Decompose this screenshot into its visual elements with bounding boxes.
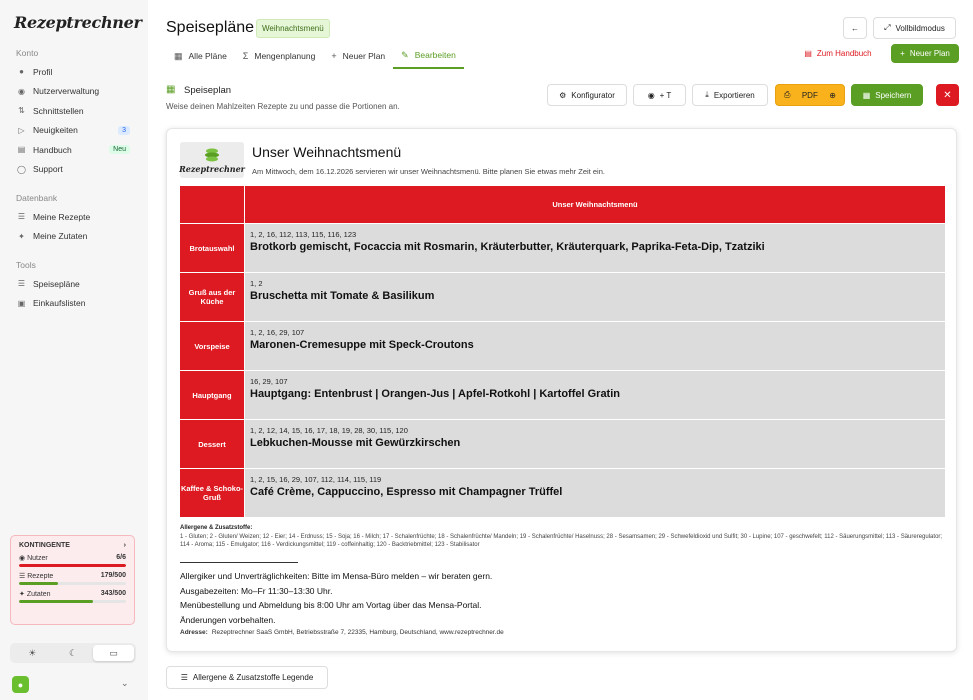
tab-label: Bearbeiten: [414, 50, 456, 60]
course-cell[interactable]: [245, 370, 945, 419]
tab-bearbeiten[interactable]: [393, 43, 464, 69]
sidebar-item-label: Nutzerverwaltung: [33, 86, 100, 97]
theme-switcher: [10, 643, 136, 663]
book-icon: ▤: [804, 49, 812, 58]
menu-preview: [166, 128, 957, 652]
allergen-codes: 1, 2, 16, 112, 113, 115, 116, 123: [250, 230, 357, 239]
section-title-konto: Konto: [16, 48, 39, 58]
course-name: Kaffee & Schoko-Gruß: [180, 468, 244, 517]
style-label: + T: [659, 90, 672, 100]
dish-name: Bruschetta mit Tomate & Basilikum: [250, 290, 435, 302]
quota-panel: [10, 535, 135, 625]
course-name: Gruß aus der Küche: [180, 272, 244, 321]
sidebar-item-label: Handbuch: [33, 144, 72, 155]
close-button[interactable]: [936, 84, 959, 106]
expand-icon: ⤢: [884, 23, 891, 32]
tab-bar: [166, 43, 464, 69]
note-line: Menübestellung und Abmeldung bis 8:00 Uhr am Vortag über das Mensa-Portal.: [180, 600, 482, 610]
tab-neuer-plan[interactable]: [323, 43, 393, 69]
quota-label-zutaten: [19, 590, 51, 598]
style-button[interactable]: [633, 84, 686, 106]
sidebar-item-speiseplaene[interactable]: [10, 274, 138, 294]
chevron-down-icon[interactable]: ⌄: [121, 678, 129, 688]
new-plan-label: Neuer Plan: [909, 49, 950, 58]
note-line: Ausgabezeiten: Mo–Fr 11:30–13:30 Uhr.: [180, 585, 333, 596]
divider: [180, 562, 298, 563]
sidebar: [0, 0, 148, 700]
sidebar-item-neuigkeiten[interactable]: [10, 121, 138, 141]
table-row[interactable]: [180, 370, 945, 419]
megaphone-icon: ▷: [18, 125, 25, 135]
section-title-tools: Tools: [16, 260, 36, 270]
column-header: Unser Weihnachtsmenü: [245, 186, 945, 223]
quota-bar-zutaten: [19, 600, 126, 603]
sidebar-item-handbuch[interactable]: [10, 140, 138, 160]
sidebar-item-label: Einkaufslisten: [33, 298, 86, 309]
header-corner: [180, 186, 244, 223]
quota-label: Zutaten: [26, 591, 51, 598]
tab-mengenplanung[interactable]: [235, 43, 324, 69]
gear-icon: ⚙: [559, 90, 567, 100]
save-button[interactable]: [851, 84, 923, 106]
fullscreen-label: Vollbildmodus: [895, 23, 945, 33]
sidebar-item-label: Profil: [33, 66, 53, 77]
recipe-icon: ☰: [17, 212, 26, 222]
tab-label: Mengenplanung: [254, 51, 316, 61]
zoom-in-icon[interactable]: ⊕: [829, 90, 836, 100]
allergen-codes: 1, 2, 16, 29, 107: [250, 328, 305, 337]
table-row[interactable]: [180, 272, 945, 321]
quota-label: Rezepte: [27, 573, 54, 580]
quota-label-rezepte: [19, 572, 53, 580]
pdf-label: PDF: [801, 90, 818, 100]
main-content: [148, 0, 973, 700]
allergen-codes: 1, 2, 12, 14, 15, 16, 17, 18, 19, 28, 30, 115, 120: [250, 426, 408, 435]
page-title: Speisepläne: [166, 19, 255, 36]
course-name: Hauptgang: [180, 370, 244, 419]
allergen-codes: 1, 2: [250, 279, 263, 288]
brand-name: Rezeptrechner: [14, 12, 142, 32]
brand-logo[interactable]: [10, 10, 142, 34]
plan-name-tag: Weihnachtsmenü: [256, 19, 330, 38]
sidebar-item-meine-zutaten[interactable]: [10, 227, 138, 247]
dish-name: Café Crème, Cappuccino, Espresso mit Champagner Trüffel: [250, 486, 563, 498]
sidebar-item-profil[interactable]: [10, 62, 138, 82]
recipe-icon: ☰: [19, 573, 28, 580]
course-cell[interactable]: [245, 321, 945, 370]
book-icon: ▤: [17, 145, 26, 155]
sidebar-item-label: Neuigkeiten: [33, 125, 78, 136]
basket-icon: ▣: [17, 298, 26, 308]
sidebar-item-label: Schnittstellen: [33, 105, 84, 116]
table-row[interactable]: [180, 223, 945, 272]
sidebar-item-support[interactable]: [10, 160, 138, 180]
sidebar-item-schnittstellen[interactable]: [10, 101, 138, 121]
dish-name: Maronen-Cremesuppe mit Speck-Croutons: [250, 339, 474, 351]
list-icon: ☰: [180, 673, 188, 682]
table-row[interactable]: [180, 419, 945, 468]
list-icon: ☰: [17, 279, 26, 289]
carrot-icon: ✦: [18, 231, 25, 241]
legend-button-label: Allergene & Zusatzstoffe Legende: [192, 673, 314, 682]
course-name: Brotauswahl: [180, 223, 244, 272]
manual-label: Zum Handbuch: [816, 49, 872, 58]
plus-icon: +: [331, 51, 337, 61]
quota-title: KONTINGENTE: [19, 542, 70, 549]
pencil-icon: ✎: [401, 49, 409, 60]
system-mode-monitor-icon[interactable]: ▭: [93, 645, 134, 661]
menu-subtitle: Am Mittwoch, dem 16.12.2026 servieren wir unser Weihnachtsmenü. Bitte planen Sie etwas mehr Zeit ein.: [252, 167, 605, 176]
calendar-icon: ▦: [174, 50, 183, 61]
fullscreen-button[interactable]: [873, 17, 956, 39]
download-icon: ⤓: [705, 90, 709, 99]
arrow-left-icon: ←: [851, 23, 859, 33]
logo-apple-icon: [204, 146, 220, 164]
sigma-icon: Σ: [242, 51, 249, 61]
dish-name: Brotkorb gemischt, Focaccia mit Rosmarin, Kräuterbutter, Kräuterquark, Paprika-Feta-Dip, Tzatziki: [250, 241, 765, 253]
configurator-button[interactable]: [547, 84, 627, 106]
table-row[interactable]: [180, 468, 945, 517]
sidebar-item-nutzerverwaltung[interactable]: [10, 82, 138, 102]
course-cell[interactable]: [245, 468, 945, 517]
tab-label: Alle Pläne: [188, 51, 227, 61]
course-cell[interactable]: [245, 419, 945, 468]
printer-icon: ⎙: [784, 90, 791, 99]
help-icon: ◯: [17, 164, 26, 174]
menu-table: [180, 186, 945, 517]
save-label: Speichern: [875, 90, 912, 100]
menu-notes: [180, 569, 492, 627]
table-row[interactable]: [180, 321, 945, 370]
address-label: Adresse:: [180, 629, 208, 636]
quota-label: Nutzer: [27, 555, 48, 562]
sidebar-item-label: Meine Zutaten: [33, 231, 88, 242]
quota-fill: [19, 564, 126, 567]
export-button[interactable]: [692, 84, 768, 106]
carrot-icon: ✦: [19, 591, 27, 598]
address-text: Rezeptrechner SaaS GmbH, Betriebsstraße 7, 22335, Hamburg, Deutschland, www.rezeptrechner.de: [211, 629, 504, 636]
menu-logo: [180, 142, 244, 178]
sidebar-item-label: Meine Rezepte: [33, 211, 91, 222]
quota-value-rezepte: 179/500: [100, 572, 126, 579]
plug-icon: ⇅: [18, 106, 25, 116]
allergen-text: 1 - Gluten; 2 - Gluten/ Weizen; 12 - Eier; 14 - Erdnuss; 15 - Soja; 16 - Milch; 17 - Schalenfrüchte; 18 - Schalenfrüchte/ Mandeln; 19 - Schalenfrüchte/ Haselnuss; 28 - Sesamsamen; 29 - Schwefeldioxid und Sulfit; 30 - Lupine; 107 - geschwefelt; 112 - Säuerungsmittel; 113 - Säureregulator; 114 - Aroma; 115 - Emulgator; 116 - Verdickungsmittel; 119 - coffeinhaltig; 120 - Backtriebmittel; 123 - Stabilisator: [180, 533, 943, 549]
new-badge: Neu: [109, 145, 130, 154]
configurator-label: Konfigurator: [571, 90, 615, 100]
menu-table-header: [180, 186, 945, 223]
quota-fill: [19, 600, 93, 603]
export-label: Exportieren: [713, 90, 755, 100]
menu-address: [180, 629, 504, 636]
note-line: Allergiker und Unverträglichkeiten: Bitte im Mensa-Büro melden – wir beraten gern.: [180, 571, 493, 581]
users-icon: ◉: [18, 86, 25, 96]
users-icon: ◉: [19, 555, 28, 562]
quota-bar-rezepte: [19, 582, 126, 585]
tab-alle-plaene[interactable]: [166, 43, 235, 69]
back-button[interactable]: [843, 17, 867, 39]
allergen-codes: 16, 29, 107: [250, 377, 288, 386]
sidebar-item-einkaufslisten[interactable]: [10, 294, 138, 314]
sidebar-item-label: Speisepläne: [33, 278, 80, 289]
editor-subtitle: Weise deinen Mahlzeiten Rezepte zu und passe die Portionen an.: [166, 102, 400, 111]
quota-value-zutaten: 343/500: [100, 590, 126, 597]
news-count-badge: 3: [118, 126, 130, 135]
menu-title: Unser Weihnachtsmenü: [252, 144, 402, 160]
allergen-codes: 1, 2, 15, 16, 29, 107, 112, 114, 115, 119: [250, 475, 382, 484]
course-cell[interactable]: [245, 223, 945, 272]
allergen-legend: [180, 524, 945, 550]
quota-fill: [19, 582, 58, 585]
sidebar-item-meine-rezepte[interactable]: [10, 207, 138, 227]
chevron-right-icon[interactable]: ›: [123, 542, 126, 549]
close-icon: ✕: [943, 89, 952, 101]
course-cell[interactable]: [245, 272, 945, 321]
pdf-button[interactable]: [775, 84, 845, 106]
new-plan-button[interactable]: [891, 44, 959, 63]
tab-label: Neuer Plan: [342, 51, 386, 61]
user-icon: ●: [19, 67, 24, 77]
allergen-title: Allergene & Zusatzstoffe:: [180, 525, 253, 531]
quota-bar-nutzer: [19, 564, 126, 567]
course-name: Vorspeise: [180, 321, 244, 370]
quota-value-nutzer: 6/6: [116, 554, 126, 561]
user-avatar[interactable]: [12, 676, 29, 693]
dish-name: Lebkuchen-Mousse mit Gewürzkirschen: [250, 437, 461, 449]
section-title-datenbank: Datenbank: [16, 193, 58, 203]
allergen-legend-button[interactable]: [166, 666, 328, 689]
light-mode-sun-icon[interactable]: ☀: [28, 647, 37, 658]
user-icon: ●: [17, 679, 24, 690]
quota-label-nutzer: [19, 554, 48, 562]
sidebar-item-label: Support: [33, 164, 63, 175]
plus-icon: +: [900, 49, 905, 58]
manual-link[interactable]: [796, 44, 880, 63]
calendar-icon: ▦: [166, 84, 176, 95]
dish-name: Hauptgang: Entenbrust | Orangen-Jus | Apfel-Rotkohl | Kartoffel Gratin: [250, 388, 620, 400]
course-name: Dessert: [180, 419, 244, 468]
palette-icon: ◉: [647, 90, 655, 100]
floppy-icon: ▦: [862, 90, 871, 100]
note-line: Änderungen vorbehalten.: [180, 614, 276, 625]
editor-title: Speiseplan: [184, 85, 232, 96]
menu-logo-text: Rezeptrechner: [179, 164, 245, 174]
dark-mode-moon-icon[interactable]: ☾: [68, 647, 78, 658]
